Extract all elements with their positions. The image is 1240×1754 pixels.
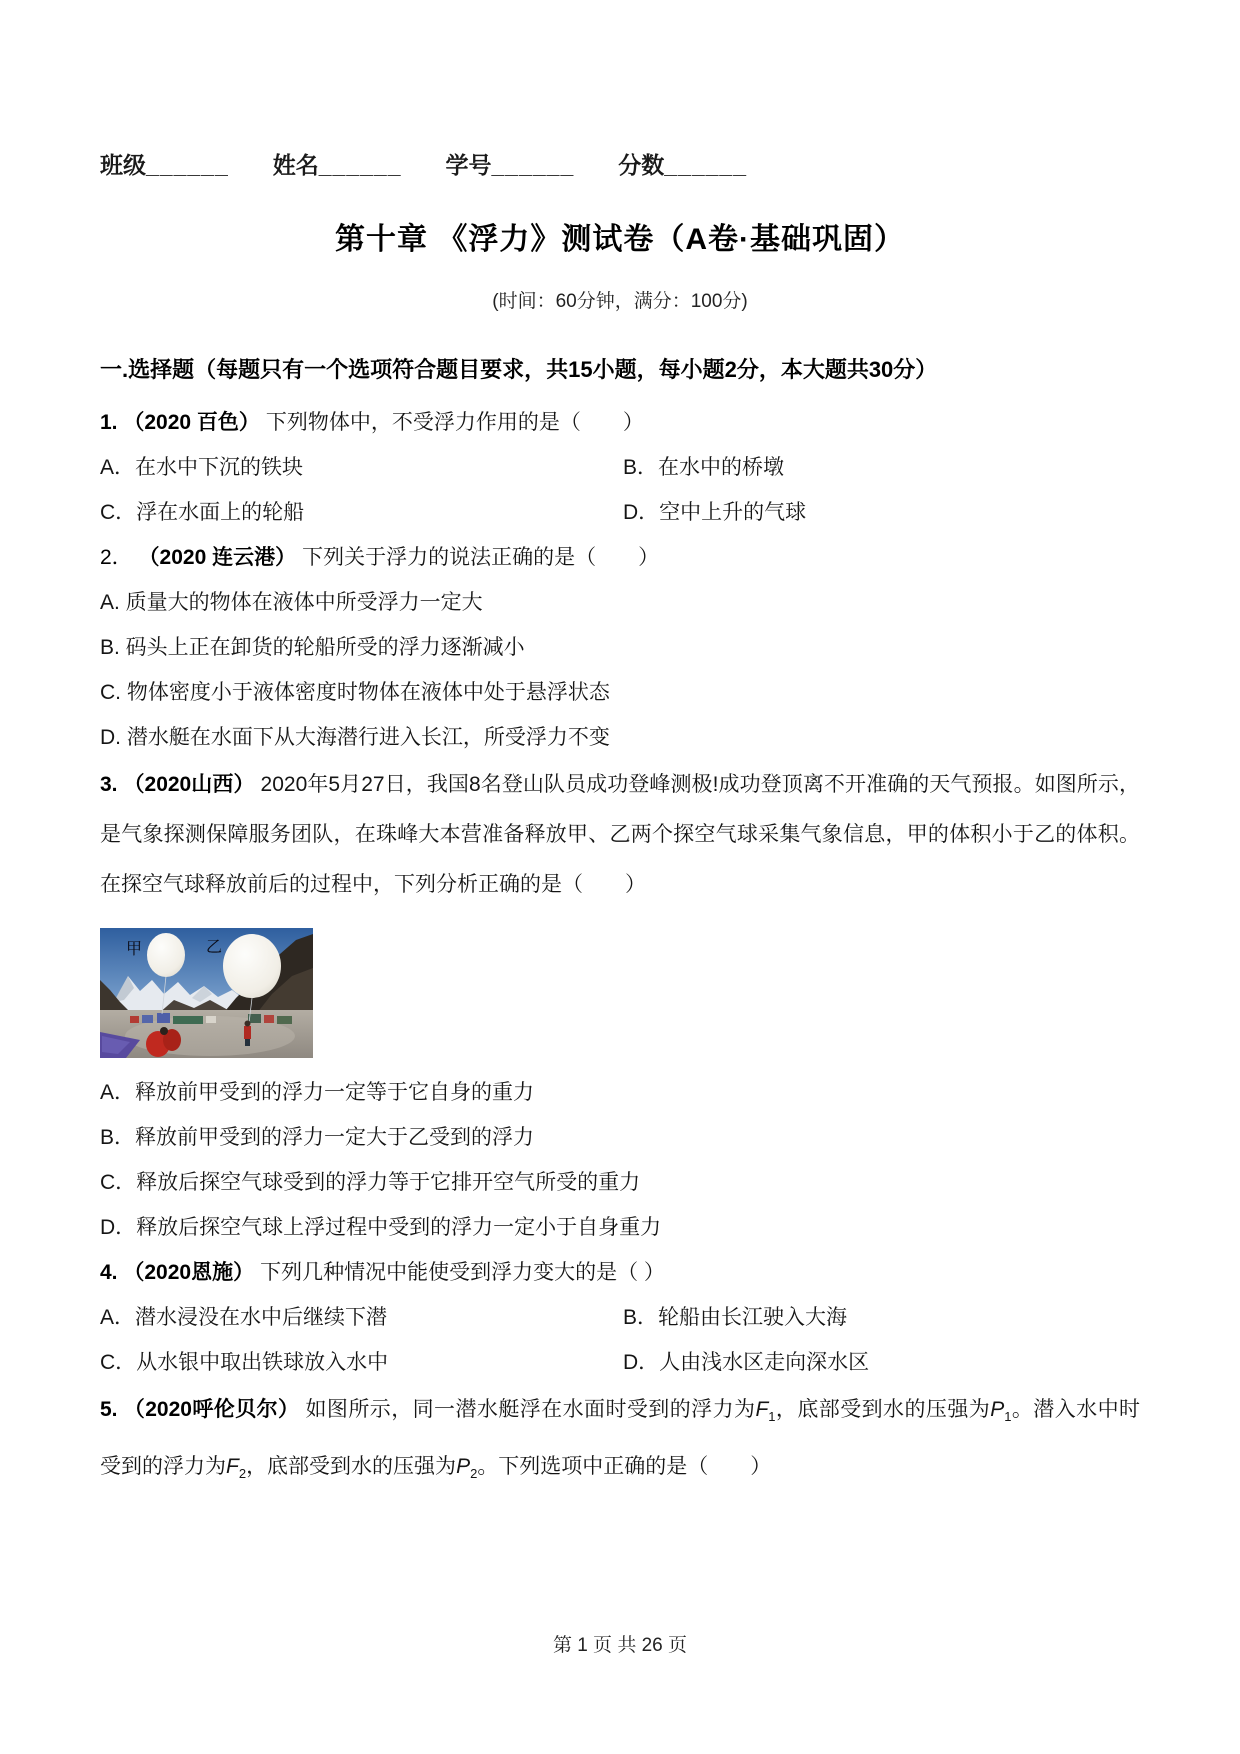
- question-2-option-a: A. 质量大的物体在液体中所受浮力一定大: [100, 591, 483, 614]
- question-4-text: 下列几种情况中能使受到浮力变大的是（ ）: [260, 1261, 665, 1284]
- photo-balloon-yi: [223, 934, 281, 998]
- question-4: [100, 1250, 1140, 1385]
- question-1-option-a: A．在水中下沉的铁块: [100, 456, 304, 479]
- question-3-option-b: B．释放前甲受到的浮力一定大于乙受到的浮力: [100, 1126, 535, 1149]
- section-heading-choice: 一.选择题（每题只有一个选项符合题目要求，共15小题，每小题2分，本大题共30分）: [100, 357, 938, 382]
- photo-balloon-jia: [147, 933, 185, 977]
- balloon-label-yi: 乙: [206, 939, 223, 956]
- question-4-option-d: D．人由浅水区走向深水区: [623, 1351, 870, 1374]
- question-2: [100, 535, 1140, 760]
- question-3-number: 3.: [100, 773, 118, 796]
- field-score: [618, 148, 747, 182]
- question-4-options: [100, 1295, 1140, 1385]
- question-3: [100, 760, 1140, 1250]
- question-1-number: 1.: [100, 411, 118, 434]
- question-4-stem: [100, 1250, 1140, 1295]
- field-class: [100, 148, 229, 182]
- question-2-number: 2．: [100, 546, 133, 569]
- question-3-stem: [100, 760, 1140, 910]
- field-student-id-label: 学号: [445, 152, 492, 178]
- field-score-blank: ______: [664, 152, 747, 178]
- question-4-option-c: C．从水银中取出铁球放入水中: [100, 1351, 389, 1374]
- balloon-label-jia: 甲: [126, 941, 143, 958]
- question-1-text: 下列物体中，不受浮力作用的是（ ）: [265, 411, 644, 434]
- field-name: [273, 148, 402, 182]
- question-4-number: 4.: [100, 1261, 118, 1284]
- field-name-label: 姓名: [272, 152, 319, 178]
- question-4-option-a: A．潜水浸没在水中后继续下潜: [100, 1306, 388, 1329]
- field-name-blank: ______: [318, 152, 402, 178]
- question-2-source: （2020 连云港）: [138, 546, 297, 569]
- question-2-text: 下列关于浮力的说法正确的是（ ）: [302, 546, 660, 569]
- question-5: [100, 1385, 1140, 1499]
- question-4-option-b: B．轮船由长江驶入大海: [623, 1306, 848, 1329]
- page-title: 第十章 《浮力》测试卷（A卷·基础巩固）: [335, 223, 905, 256]
- question-5-number: 5.: [100, 1398, 118, 1421]
- question-3-option-d: D．释放后探空气球上浮过程中受到的浮力一定小于自身重力: [100, 1216, 662, 1239]
- question-1-options: [100, 445, 1140, 535]
- question-3-options: [100, 1070, 1140, 1250]
- question-3-source: （2020山西）: [123, 773, 255, 796]
- question-1: [100, 400, 1140, 535]
- question-2-option-d: D. 潜水艇在水面下从大海潜行进入长江，所受浮力不变: [100, 726, 610, 749]
- question-1-stem: [100, 400, 1140, 445]
- exam-time-score-info: (时间：60分钟，满分：100分): [492, 291, 748, 312]
- question-5-source: （2020呼伦贝尔）: [123, 1398, 300, 1421]
- field-score-label: 分数: [618, 152, 665, 178]
- question-2-option-c: C. 物体密度小于液体密度时物体在液体中处于悬浮状态: [100, 681, 610, 704]
- question-1-option-b: B．在水中的桥墩: [623, 456, 785, 479]
- question-2-stem: [100, 535, 1140, 580]
- question-3-option-c: C．释放后探空气球受到的浮力等于它排开空气所受的重力: [100, 1171, 641, 1194]
- question-1-option-d: D．空中上升的气球: [623, 501, 807, 524]
- question-1-source: （2020 百色）: [123, 411, 260, 434]
- page-footer: 第 1 页 共 26 页: [552, 1635, 688, 1656]
- question-4-source: （2020恩施）: [123, 1261, 255, 1284]
- field-student-id-blank: ______: [491, 152, 575, 178]
- field-class-label: 班级: [100, 152, 146, 178]
- header-fields: [100, 148, 1140, 182]
- question-2-option-b: B. 码头上正在卸货的轮船所受的浮力逐渐减小: [100, 636, 525, 659]
- field-student-id: [446, 148, 575, 182]
- question-5-text: 如图所示，同一潜水艇浮在水面时受到的浮力为$F_1$，底部受到水的压强为$P_1$。潜入水中时受到的浮力为$F_2$，底部受到水的压强为$P_2$。下列选项中正确的是（ ）: [100, 1398, 1141, 1482]
- question-3-figure-balloon-photo: [100, 928, 313, 1058]
- question-5-stem: [100, 1385, 1140, 1499]
- question-3-text: 2020年5月27日，我国8名登山队员成功登峰测极!成功登顶离不开准确的天气预报。如图所示，是气象探测保障服务团队，在珠峰大本营准备释放甲、乙两个探空气球采集气象信息，甲的体积小于乙的体积。在探空气球释放前后的过程中，下列分析正确的是（ ）: [100, 773, 1141, 896]
- field-class-blank: ______: [146, 152, 229, 178]
- question-2-options: [100, 580, 1140, 760]
- question-3-option-a: A．释放前甲受到的浮力一定等于它自身的重力: [100, 1081, 535, 1104]
- question-1-option-c: C．浮在水面上的轮船: [100, 501, 305, 524]
